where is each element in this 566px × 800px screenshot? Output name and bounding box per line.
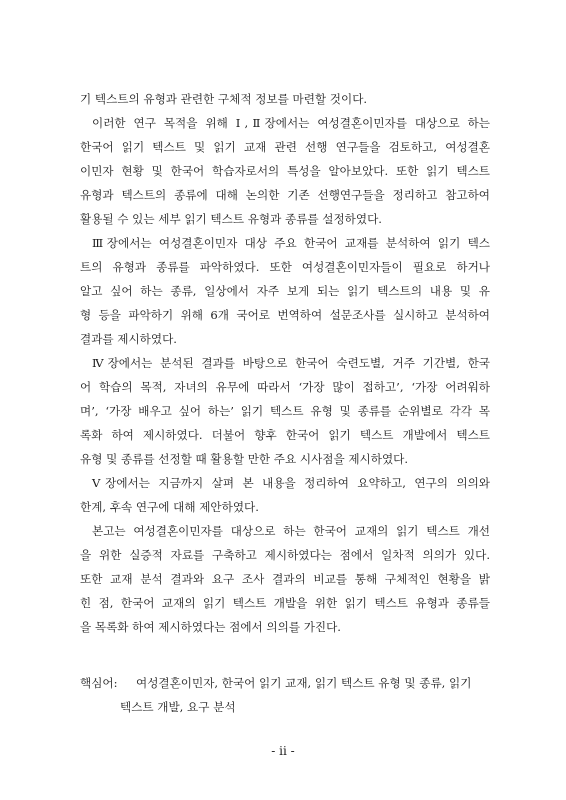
- text-line-11: 결과를 제시하였다.: [80, 332, 177, 346]
- text-line-22: 힌 점, 한국어 교재의 읽기 텍스트 개발을 위한 읽기 텍스트 유형과 종류들: [80, 596, 490, 610]
- text-line-13: 어 학습의 목적, 자녀의 유무에 따라서 ‘가장 많이 접하고’, ‘가장 어려워하: [80, 380, 490, 394]
- text-line-17: Ⅴ장에서는 지금까지 살펴 본 내용을 정리하여 요약하고, 연구의 의의와: [92, 476, 490, 490]
- text-line-2: 이러한 연구 목적을 위해 Ⅰ,Ⅱ장에서는 여성결혼이민자를 대상으로 하는: [92, 116, 490, 130]
- text-line-3: 한국어 읽기 텍스트 및 읽기 교재 관련 선행 연구들을 검토하고, 여성결혼: [80, 140, 490, 154]
- text-line-6: 활용될 수 있는 세부 읽기 텍스트 유형과 종류를 설정하였다.: [80, 212, 382, 226]
- text-line-1: 기 텍스트의 유형과 관련한 구체적 정보를 마련할 것이다.: [80, 92, 368, 106]
- text-line-20: 을 위한 실증적 자료를 구축하고 제시하였다는 점에서 일차적 의의가 있다.: [80, 548, 490, 562]
- text-line-8: 트의 유형과 종류를 파악하였다. 또한 여성결혼이민자들이 필요로 하거나: [80, 260, 490, 274]
- text-line-10: 형 등을 파악하기 위해 6개 국어로 번역하여 설문조사를 실시하고 분석하여: [80, 308, 490, 322]
- keywords-line-2: 텍스트 개발, 요구 분석: [120, 700, 236, 714]
- text-line-23: 을 목록화 하여 제시하였다는 점에서 의의를 가진다.: [80, 620, 341, 634]
- keywords-line-1: 여성결혼이민자, 한국어 읽기 교재, 읽기 텍스트 유형 및 종류, 읽기: [136, 676, 472, 690]
- text-line-21: 또한 교재 분석 결과와 요구 조사 결과의 비교를 통해 구체적인 현황을 밝: [80, 572, 490, 586]
- page-number: - ii -: [271, 744, 295, 758]
- text-line-7: Ⅲ장에서는 여성결혼이민자 대상 주요 한국어 교재를 분석하여 읽기 텍스: [92, 236, 490, 250]
- text-line-12: Ⅳ장에서는 분석된 결과를 바탕으로 한국어 숙련도별, 거주 기간별, 한국: [92, 356, 490, 370]
- text-line-5: 유형과 텍스트의 종류에 대해 논의한 기존 선행연구들을 정리하고 참고하여: [80, 188, 490, 202]
- text-line-14: 며’, ‘가장 배우고 싶어 하는’ 읽기 텍스트 유형 및 종류를 순위별로 각각 목: [80, 404, 490, 418]
- keywords-label: 핵심어:: [80, 676, 118, 690]
- text-line-18: 한계, 후속 연구에 대해 제안하였다.: [80, 500, 259, 514]
- text-line-4: 이민자 현황 및 한국어 학습자로서의 특성을 알아보았다. 또한 읽기 텍스트: [80, 164, 490, 178]
- text-line-19: 본고는 여성결혼이민자를 대상으로 하는 한국어 교재의 읽기 텍스트 개선: [92, 524, 490, 538]
- text-line-15: 록화 하여 제시하였다. 더불어 향후 한국어 읽기 텍스트 개발에서 텍스트: [80, 428, 490, 442]
- text-line-9: 알고 싶어 하는 종류, 일상에서 자주 보게 되는 읽기 텍스트의 내용 및 유: [80, 284, 490, 298]
- text-line-16: 유형 및 종류를 선정할 때 활용할 만한 주요 시사점을 제시하였다.: [80, 452, 409, 466]
